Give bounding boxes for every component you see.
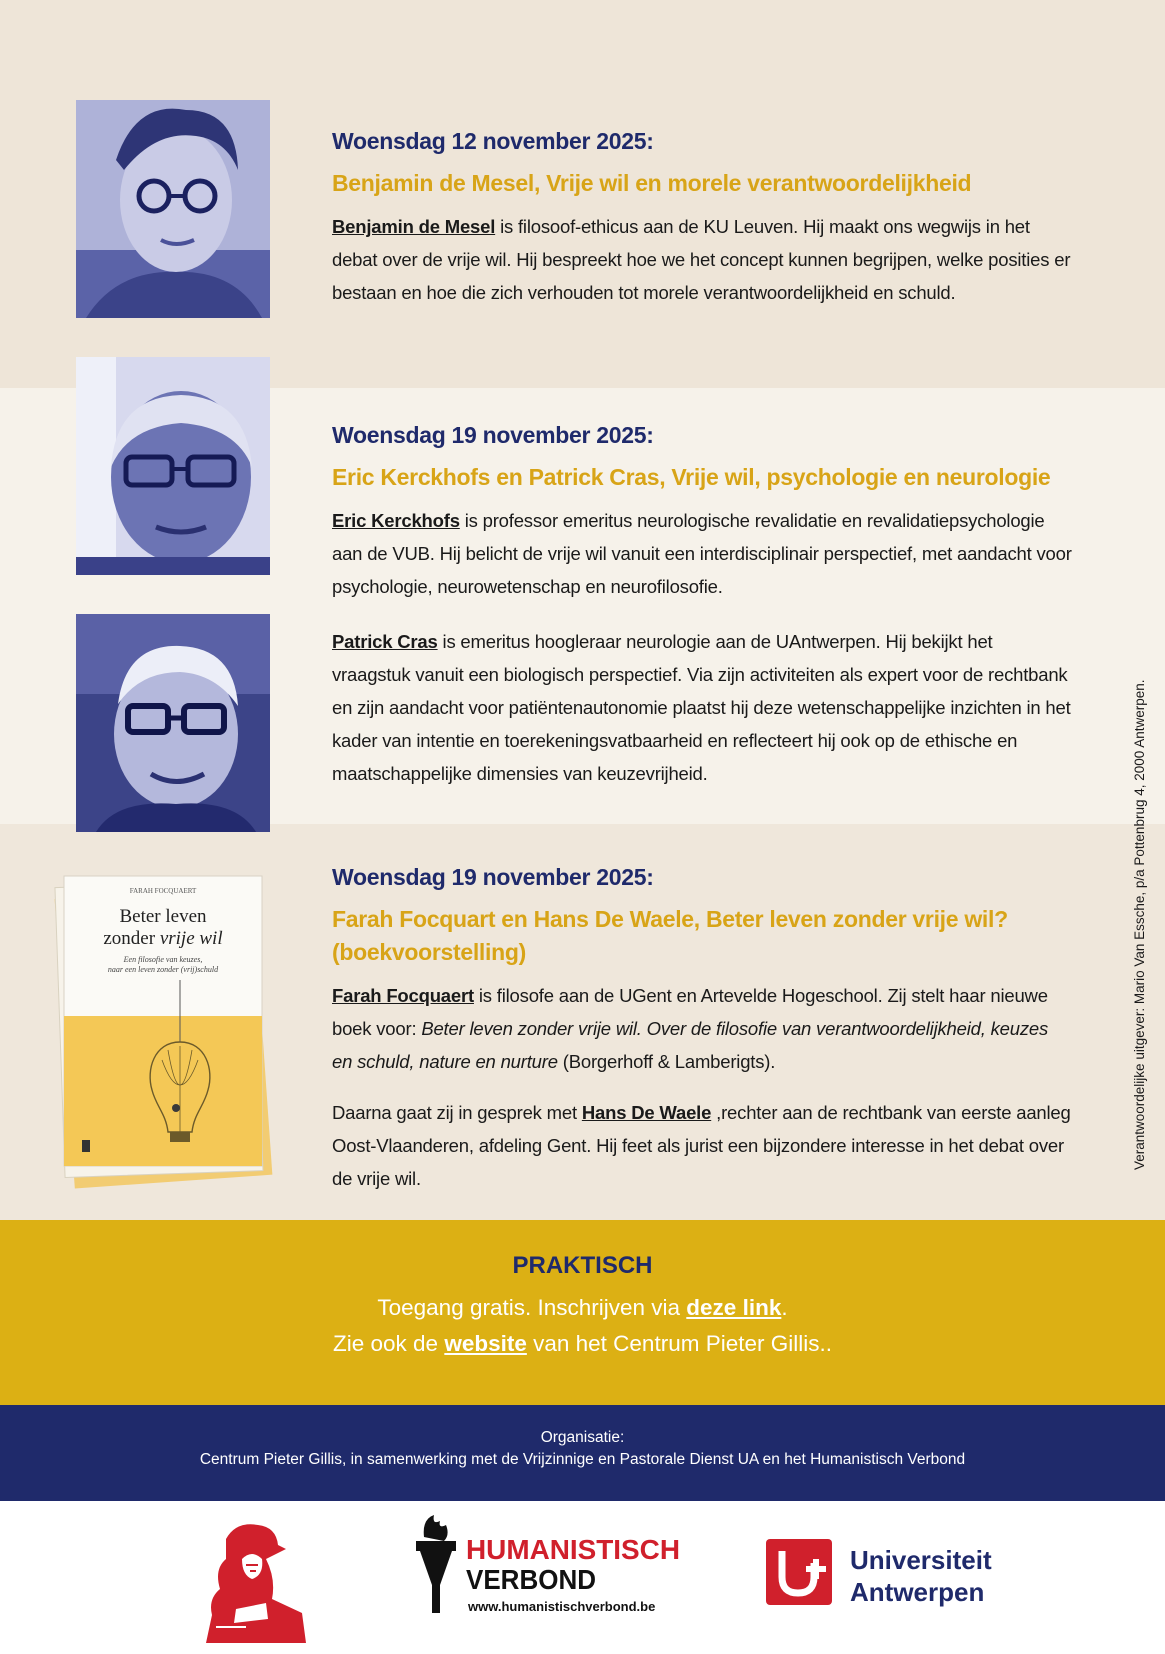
book-cover [42, 870, 282, 1190]
book-author: FARAH FOCQUAERT [129, 887, 197, 895]
book-subtitle-1: Een filosofie van keuzes, [123, 955, 203, 964]
organisatie-text: Centrum Pieter Gillis, in samenwerking met de Vrijzinnige en Pastorale Dienst UA en het Humanistisch Verbond [199, 1451, 966, 1468]
ua-name-line1: Universiteit [850, 1545, 992, 1575]
speaker-name-link[interactable]: Eric Kerckhofs [332, 510, 460, 531]
registration-link[interactable]: deze link [686, 1295, 782, 1320]
event-date: Woensdag 19 november 2025: [332, 864, 654, 890]
ua-name-line2: Antwerpen [850, 1577, 985, 1607]
hv-url[interactable]: www.humanistischverbond.be [468, 1599, 656, 1614]
ua-u-icon [766, 1539, 832, 1605]
event-date: Woensdag 19 november 2025: [332, 422, 654, 448]
event-title: Farah Focquart en Hans De Waele, Beter leven zonder vrije wil? (boekvoorstelling) [332, 906, 1008, 965]
book-subtitle-2: naar een leven zonder (vrij)schuld [107, 965, 219, 974]
hv-name-line2: VERBOND [466, 1564, 596, 1595]
book-title-line2: zonder vrije wil [103, 928, 223, 949]
speaker-name-link[interactable]: Patrick Cras [332, 631, 438, 652]
speaker-name-link[interactable]: Hans De Waele [581, 1102, 712, 1123]
praktisch-heading: PRAKTISCH [512, 1252, 653, 1279]
hv-name-line1: HUMANISTISCH [466, 1534, 680, 1565]
logos-strip [0, 1501, 1165, 1654]
publisher-notice: Verantwoordelijke uitgever: Mario Van Essche, p/a Pottenbrug 4, 2000 Antwerpen. [1132, 679, 1147, 1170]
universiteit-antwerpen-logo [766, 1539, 1016, 1616]
torch-icon [416, 1515, 456, 1613]
humanistisch-verbond-logo [410, 1515, 690, 1620]
organisatie-label: Organisatie: [540, 1429, 625, 1446]
speaker-name-link[interactable]: Farah Focquaert [332, 985, 474, 1006]
pieter-gillis-logo [206, 1519, 308, 1648]
event-2 [332, 422, 1072, 790]
book-title: Beter leven zonder vrije wil. Over de filosofie van verantwoordelijkheid, keuzes en schuld, nature en nurture [332, 1018, 1049, 1072]
event-title: Eric Kerckhofs en Patrick Cras, Vrije wil, psychologie en neurologie [332, 464, 1051, 490]
book-title-line1: Beter leven [119, 906, 207, 927]
event-1 [332, 128, 1072, 309]
website-link[interactable]: website [444, 1331, 527, 1356]
event-title: Benjamin de Mesel, Vrije wil en morele verantwoordelijkheid [332, 170, 972, 196]
event-description: Farah Focquaert is filosofe aan de UGent en Artevelde Hogeschool. Zij stelt haar nieuwe boek voor: Beter leven zonder vrije wil. Over de filosofie van verantwoordelijkheid, keuzes en schuld, nature en nurture (Borgerhoff & Lamberigts). [332, 985, 1049, 1072]
event-description: Patrick Cras is emeritus hoogleraar neurologie aan de UAntwerpen. Hij bekijkt het vraagstuk vanuit een biologisch perspectief. Via zijn activiteiten als expert voor de rechtbank en zijn aandacht voor patiëntenautonomie plaatst hij deze wetenschappelijke inzichten in het kader van intentie en toerekeningsvatbaarheid en reflecteert hij ook op de ethische en maatschappelijke dimensies van keuzevrijheid. [332, 631, 1071, 784]
praktisch-section [0, 1220, 1165, 1405]
event-3 [332, 864, 1072, 1195]
speaker-photo-eric [76, 357, 270, 575]
speaker-photo-benjamin [76, 100, 270, 318]
event-description: Eric Kerckhofs is professor emeritus neurologische revalidatie en revalidatiepsychologie aan de VUB. Hij belicht de vrije wil vanuit een interdisciplinair perspectief, met aandacht voor psychologie, neurowetenschap en neurofilosofie. [332, 510, 1072, 597]
speaker-name-link[interactable]: Benjamin de Mesel [332, 216, 496, 237]
event-description: Daarna gaat zij in gesprek met Hans De Waele ,rechter aan de rechtbank van eerste aanleg Oost-Vlaanderen, afdeling Gent. Hij feet als jurist een bijzondere interesse in het debat over de vrije wil. [332, 1102, 1071, 1189]
speaker-photo-patrick [76, 614, 270, 832]
event-date: Woensdag 12 november 2025: [332, 128, 654, 154]
event-description: Benjamin de Mesel is filosoof-ethicus aan de KU Leuven. Hij maakt ons wegwijs in het debat over de vrije wil. Hij bespreekt hoe we het concept kunnen begrijpen, welke posities er bestaan en hoe die zich verhouden tot morele verantwoordelijkheid en schuld. [332, 216, 1071, 303]
organisatie-section [0, 1405, 1165, 1501]
praktisch-text: Toegang gratis. Inschrijven via deze link. Zie ook de website van het Centrum Pieter Gillis.. [333, 1295, 832, 1356]
